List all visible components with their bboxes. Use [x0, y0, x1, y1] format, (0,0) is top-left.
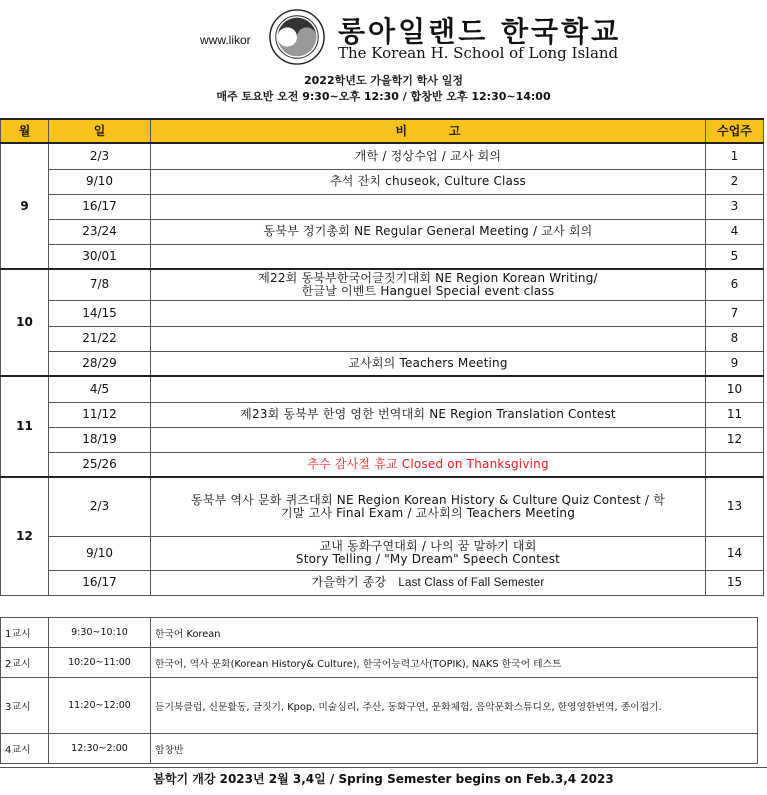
period-time: 9:30~10:10 [49, 618, 151, 648]
date-cell: 9/10 [49, 169, 151, 194]
remark-cell [151, 244, 706, 269]
schedule-table [0, 118, 764, 596]
month-cell: 11 [1, 376, 49, 477]
period-row [1, 734, 758, 764]
date-cell: 28/29 [49, 351, 151, 376]
remark-cell: 개학 / 정상수업 / 교사 회의 [151, 143, 706, 169]
date-cell: 16/17 [49, 570, 151, 595]
school-seal-icon [268, 8, 326, 66]
period-description: 한국어 Korean [151, 618, 758, 648]
period-label: 3교시 [1, 678, 49, 734]
week-cell: 7 [706, 300, 764, 326]
week-cell: 8 [706, 326, 764, 351]
period-table [0, 617, 758, 764]
week-cell: 10 [706, 376, 764, 402]
week-cell: 14 [706, 536, 764, 570]
week-cell: 5 [706, 244, 764, 269]
table-row [1, 570, 764, 595]
remark-english: Last Class of Fall Semester [398, 576, 545, 589]
date-cell: 2/3 [49, 477, 151, 536]
period-row [1, 648, 758, 678]
week-cell: 3 [706, 194, 764, 219]
remark-cell: 추석 잔치 chuseok, Culture Class [151, 169, 706, 194]
remark-cell [151, 194, 706, 219]
period-label: 4교시 [1, 734, 49, 764]
table-row [1, 326, 764, 351]
remark-line-1: 제22회 동북부한국어글짓기대회 NE Region Korean Writing/ [258, 270, 598, 285]
table-row [1, 477, 764, 536]
week-cell: 4 [706, 219, 764, 244]
remark-korean: 가을학기 종강 [311, 574, 387, 589]
month-cell: 10 [1, 269, 49, 376]
remark-cell [151, 376, 706, 402]
table-row [1, 376, 764, 402]
remark-cell: 동북부 정기총회 NE Regular General Meeting / 교사 회의 [151, 219, 706, 244]
date-cell: 7/8 [49, 269, 151, 300]
week-cell: 13 [706, 477, 764, 536]
school-name-korean: 롱아일랜드 한국학교 [338, 15, 622, 48]
date-cell: 2/3 [49, 143, 151, 169]
week-cell: 1 [706, 143, 764, 169]
header-day: 일 [49, 119, 151, 143]
remark-cell [151, 570, 706, 595]
remark-cell [151, 477, 706, 536]
table-row [1, 427, 764, 452]
period-label: 2교시 [1, 648, 49, 678]
date-cell: 11/12 [49, 402, 151, 427]
header-month: 월 [1, 119, 49, 143]
period-time: 12:30~2:00 [49, 734, 151, 764]
date-cell: 16/17 [49, 194, 151, 219]
period-label: 1교시 [1, 618, 49, 648]
table-row [1, 244, 764, 269]
remark-line-1: 동북부 역사 문화 퀴즈대회 NE Region Korean History & Culture Quiz Contest / 학 [191, 492, 665, 507]
date-cell: 4/5 [49, 376, 151, 402]
remark-line-2: Story Telling / "My Dream" Speech Contest [295, 552, 561, 566]
week-cell: 6 [706, 269, 764, 300]
week-cell: 12 [706, 427, 764, 452]
table-row [1, 351, 764, 376]
school-name-english: The Korean H. School of Long Island [338, 44, 619, 62]
class-schedule: 매주 토요반 오전 9:30~오후 12:30 / 합창반 오후 12:30~14:00 [216, 90, 551, 103]
remark-line-2: 한글날 이벤트 Hanguel Special event class [301, 283, 555, 298]
header-remarks: 비 고 [151, 119, 706, 143]
table-row [1, 219, 764, 244]
week-cell: 9 [706, 351, 764, 376]
table-row [1, 143, 764, 169]
period-time: 11:20~12:00 [49, 678, 151, 734]
remark-cell: 제23회 동북부 한영 영한 번역대회 NE Region Translation Contest [151, 402, 706, 427]
remark-line-1: 교내 동화구연대회 / 나의 꿈 말하기 대회 [319, 539, 537, 553]
date-cell: 30/01 [49, 244, 151, 269]
remark-cell: 교사회의 Teachers Meeting [151, 351, 706, 376]
schedule-grid [0, 118, 767, 596]
month-cell: 12 [1, 477, 49, 595]
table-row [1, 269, 764, 300]
remark-cell [151, 269, 706, 300]
remark-cell [151, 536, 706, 570]
period-time: 10:20~11:00 [49, 648, 151, 678]
remark-cell [151, 326, 706, 351]
period-row [1, 678, 758, 734]
period-description: 한국어, 역사 문화(Korean History& Culture), 한국어능력고사(TOPIK), NAKS 한국어 테스트 [151, 648, 758, 678]
remark-cell [151, 300, 706, 326]
period-grid [0, 617, 767, 764]
period-row [1, 618, 758, 648]
remark-line-2: 기말 고사 Final Exam / 교사회의 Teachers Meeting [280, 505, 576, 520]
period-description: 듣기북클럽, 신문활동, 글짓기, Kpop, 미술심리, 주산, 동화구연, 문화체험, 음악문화스튜디오, 한영영한번역, 종이접기. [151, 678, 758, 734]
table-header-row [1, 119, 764, 143]
remark-cell [151, 427, 706, 452]
table-row [1, 452, 764, 477]
table-row [1, 300, 764, 326]
closed-notice: 추수 감사절 휴교 Closed on Thanksgiving [151, 452, 706, 477]
table-row [1, 169, 764, 194]
week-cell [706, 452, 764, 477]
date-cell: 21/22 [49, 326, 151, 351]
table-row [1, 536, 764, 570]
date-cell: 14/15 [49, 300, 151, 326]
date-cell: 25/26 [49, 452, 151, 477]
spring-semester-notice: 봄학기 개강 2023년 2월 3,4일 / Spring Semester begins on Feb.3,4 2023 [0, 767, 767, 794]
week-cell: 2 [706, 169, 764, 194]
period-description: 합창반 [151, 734, 758, 764]
table-row [1, 402, 764, 427]
date-cell: 23/24 [49, 219, 151, 244]
date-cell: 9/10 [49, 536, 151, 570]
calendar-title: 2022학년도 가을학기 학사 일정 [304, 74, 463, 87]
date-cell: 18/19 [49, 427, 151, 452]
week-cell: 15 [706, 570, 764, 595]
school-header [0, 0, 767, 118]
month-cell: 9 [1, 143, 49, 269]
table-row [1, 194, 764, 219]
header-week: 수업주 [706, 119, 764, 143]
week-cell: 11 [706, 402, 764, 427]
school-url[interactable]: www.likor [200, 33, 251, 47]
